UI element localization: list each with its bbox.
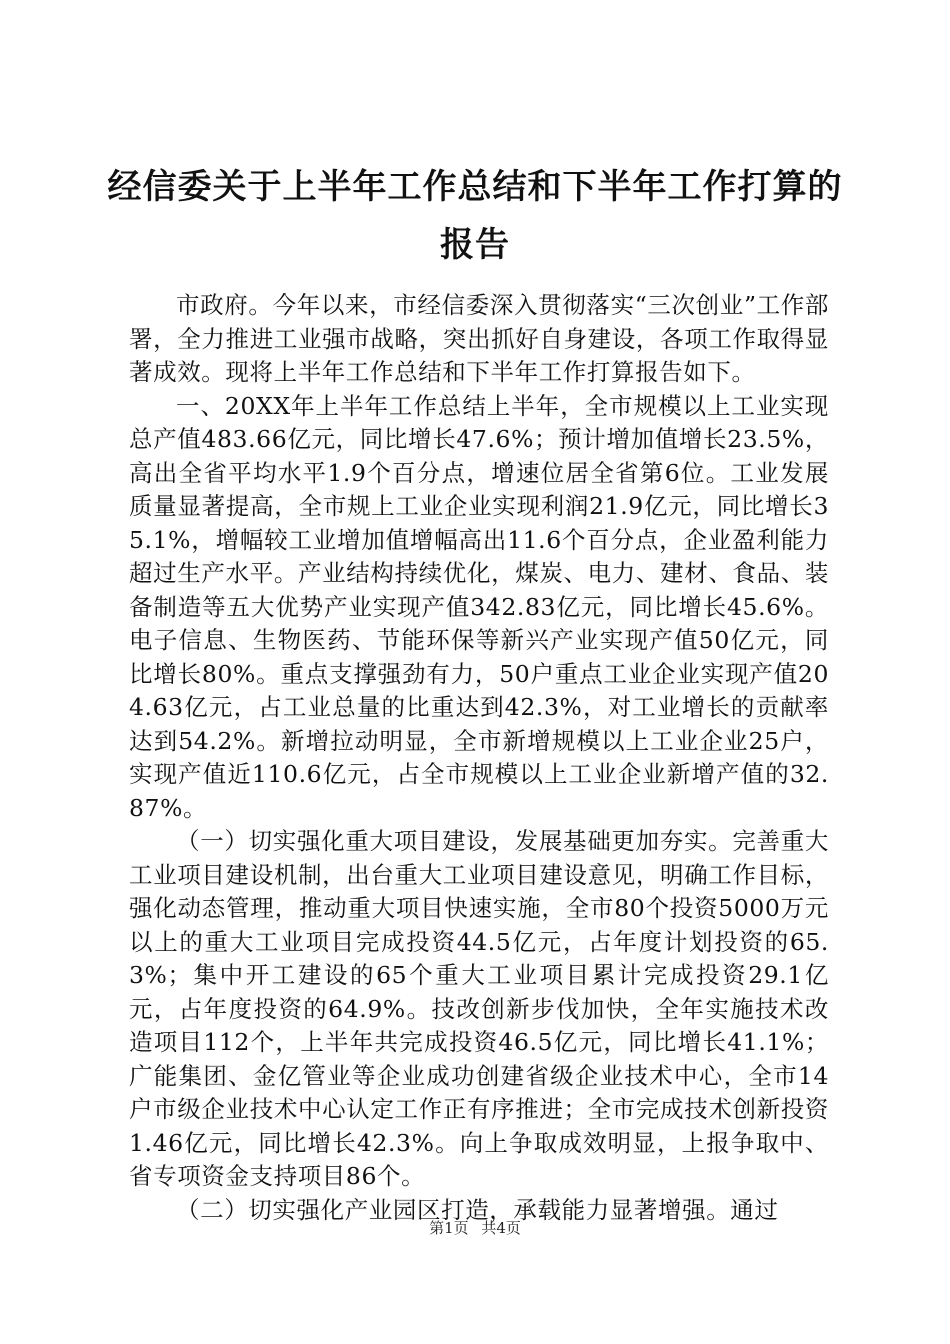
paragraph-projects: （一）切实强化重大项目建设，发展基础更加夯实。完善重大工业项目建设机制，出台重大工业项目建设意见，明确工作目标，强化动态管理，推动重大项目快速实施，全市80个投资5000万元以上的重大工业项目完成投资44.5亿元，占年度计划投资的65.3%；集中开工建设的65个重大工业项目累计完成投资29.1亿元，占年度投资的64.9%。技改创新步伐加快，全年实施技术改造项目112个，上半年共完成投资46.5亿元，同比增长41.1%；广能集团、金亿管业等企业成功创建省级企业技术中心，全市14户市级企业技术中心认定工作正有序推进；全市完成技术创新投资1.46亿元，同比增长42.3%。向上争取成效明显，上报争取中、省专项资金支持项目86个。 bbox=[129, 827, 829, 1190]
document-title: 经信委关于上半年工作总结和下半年工作打算的报告 bbox=[107, 167, 843, 265]
page-number: 第1页 bbox=[429, 1219, 469, 1237]
paragraph-summary: 一、20XX年上半年工作总结上半年，全市规模以上工业实现总产值483.66亿元，同比增长47.6%；预计增加值增长23.5%，高出全省平均水平1.9个百分点，增速位居全省第6位。工业发展质量显著提高，全市规上工业企业实现利润21.9亿元，同比增长35.1%，增幅较工业增加值增幅高出11.6个百分点，企业盈利能力超过生产水平。产业结构持续优化，煤炭、电力、建材、食品、装备制造等五大优势产业实现产值342.83亿元，同比增长45.6%。电子信息、生物医药、节能环保等新兴产业实现产值50亿元，同比增长80%。重点支撑强劲有力，50户重点工业企业实现产值204.63亿元，占工业总量的比重达到42.3%，对工业增长的贡献率达到54.2%。新增拉动明显，全市新增规模以上工业企业25户，实现产值近110.6亿元，占全市规模以上工业企业新增产值的32.87%。 bbox=[129, 391, 829, 822]
document-body bbox=[129, 289, 829, 1227]
page-total: 共4页 bbox=[481, 1219, 521, 1237]
paragraph-intro: 市政府。今年以来，市经信委深入贯彻落实“三次创业”工作部署，全力推进工业强市战略，突出抓好自身建设，各项工作取得显著成效。现将上半年工作总结和下半年工作打算报告如下。 bbox=[129, 291, 829, 386]
page-footer bbox=[0, 1218, 950, 1238]
paragraph-parks: （二）切实强化产业园区打造，承载能力显著增强。通过 bbox=[176, 1195, 779, 1224]
